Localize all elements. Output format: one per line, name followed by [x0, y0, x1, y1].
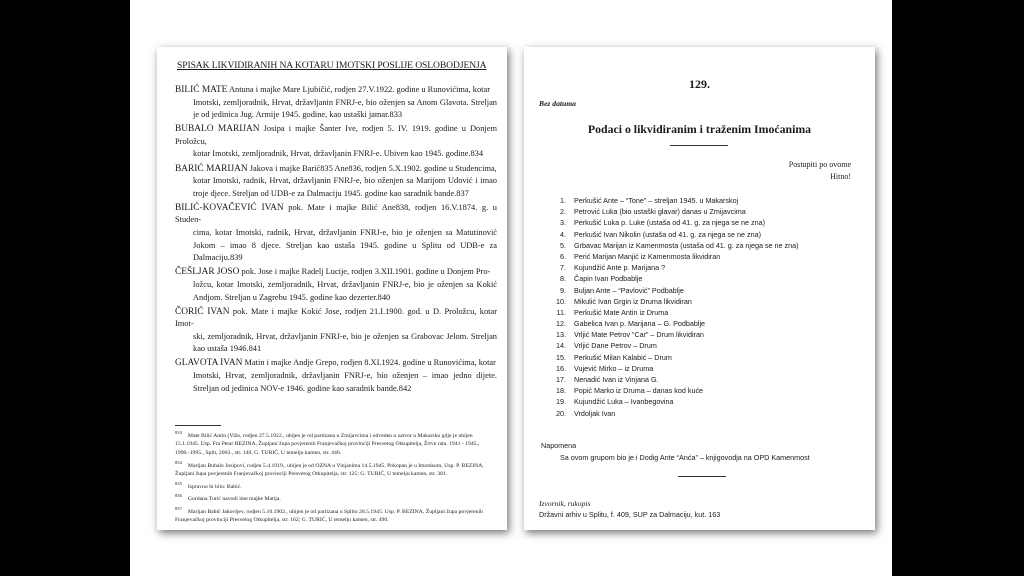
- list-item: [542, 229, 862, 240]
- list-item-number: 12.: [556, 319, 566, 329]
- entry-name: BILIĆ MATE: [175, 85, 228, 95]
- entry: [175, 202, 497, 265]
- left-document-page: [157, 47, 507, 530]
- list-item-number: 9.: [560, 285, 566, 295]
- list-item: [542, 352, 862, 363]
- list-item: [542, 206, 862, 217]
- entry-name: GLAVOTA IVAN: [175, 358, 243, 369]
- footnote: [175, 429, 497, 458]
- list-item: [542, 296, 862, 307]
- list-item-number: 8.: [560, 274, 566, 284]
- entry-text-continued: cima, kotar Imotski, radnik, Hrvat, državljanin FNRJ-e, bio je oženjen sa Matutinović Jokom – imao 8 djece. Streljan kao ustaša 1945. godine u Splitu od UDB-e za Dalmaciju.839: [193, 228, 497, 263]
- entry-name: ČORIĆ IVAN: [175, 306, 230, 317]
- list-item-number: 3.: [560, 218, 566, 228]
- list-item: [542, 262, 862, 273]
- footnote: [175, 505, 497, 525]
- list-item-text: Vrdoljak Ivan: [574, 408, 616, 418]
- entry-text-continued: ložcu, kotar Imotski, zemljoradnik, Hrvat, državljanin FNRJ-e, bio je oženjen sa Kokić Andjom. Streljan u Zagrebu 1945. godine kao dezerter.840: [193, 279, 497, 302]
- list-item: [542, 318, 862, 329]
- list-item: [542, 329, 862, 340]
- date-label: Bez datuma: [539, 99, 576, 108]
- list-item-text: Kujundžić Ante p. Marijana ?: [574, 263, 666, 273]
- entry-text: pok. Jose i majke Radelj Lucije, rodjen 3.XII.1901. godine u Donjem Pro-: [239, 267, 491, 277]
- entry-text-continued: Imotski, Hrvat, zemljoradnik, državljanin FNRJ-e, bio oženjen – imao jedno dijete. Streljan od jedinica NOV-e 1946. godine kao saradnik bande.842: [193, 371, 497, 393]
- list-item-text: Grbavac Marijan iz Kamenmosta (ustaša od 41. g. za njega se ne zna): [574, 240, 799, 250]
- list-item-text: Perkušić Ante – “Tone” – streljan 1945. u Makarskoj: [574, 196, 739, 205]
- list-title: SPISAK LIKVIDIRANIH NA KOTARU IMOTSKI POSLIJE OSLOBODJENJA: [177, 60, 487, 71]
- list-item-number: 7.: [560, 263, 566, 273]
- entry-text: Matin i majke Andje Grepo, rodjen 8.XI.1924. godine u Runovićima, kotar: [242, 358, 496, 368]
- list-item-text: Vrljić Dane Petrov – Drum: [574, 341, 657, 351]
- entry-text: Antuna i majke Mare Ljubičić, rodjen 27.V.1922. godine u Runovićima, kotar: [227, 85, 491, 94]
- document-title: Podaci o likvidiranim i traženim Imoćanima: [587, 122, 812, 136]
- entry-name: BILIĆ-KOVAČEVIĆ IVAN: [175, 202, 284, 213]
- entry-text-continued: Imotski, zemljoradnik, Hrvat, državljanin FNRJ-e, bio oženjen sa Anom Glavota. Streljan je od jedinica Jug. Armije 1945. godine, kao ustaški jamar.833: [193, 97, 497, 120]
- list-item: [542, 285, 862, 296]
- list-item-number: 10.: [556, 296, 566, 306]
- list-item-text: Perkušić Luka p. Luke (ustaša od 41. g. za njega se ne zna): [574, 218, 765, 228]
- entries-list: [175, 84, 497, 397]
- note-text: Sa ovom grupom bio je i Dodig Ante “Anća” – knjigovodja na OPD Kamenmost: [560, 453, 810, 462]
- list-item-text: Gabelica Ivan p. Marijana – G. Podbablje: [574, 319, 706, 329]
- list-item-text: Kujundžić Luka – Ivanbegovina: [574, 397, 674, 407]
- entry: [175, 84, 497, 122]
- list-item-text: Perkušić Mate Antin iz Druma: [574, 307, 669, 317]
- note-divider: [678, 476, 726, 477]
- footnote-text: Mate Bilić Antin (Vižo, rodjen 27.5.1922., ubijen je od partizana u Zmijavcima i odveden u zatvor u Makarsku gdje je ubijen 15.1.1945. Usp. Fra Petar BEZINA, Župljani župa povjerenih Franjevačkoj provinciji Presvetog Otkupitelja, Žrtve rata. 1941 - 1945., 1990.-1995., Split, 2003., str. 140, G. TURIĆ, U temelju kamen, str. 446.: [175, 432, 480, 457]
- list-item: [542, 408, 862, 419]
- list-item: [542, 251, 862, 262]
- list-item-number: 5.: [560, 240, 566, 250]
- list-item-text: Nenadić Ivan iz Vinjana G.: [574, 375, 659, 384]
- list-item-text: Perkušić Milan Kalabić – Drum: [574, 352, 672, 362]
- footnote-divider: [175, 425, 221, 426]
- entry-text-continued: ski, zemljoradnik, Hrvat, državljanin FNRJ-e, bio je oženjen sa Grabovac Jelom. Streljan kao ustaša 1946.841: [193, 331, 497, 354]
- entry-text: pok. Mate i majke Bilić Ane838, rodjen 16.V.1874. g. u Studen-: [175, 202, 497, 225]
- title-divider: [670, 145, 728, 146]
- list-item: [542, 374, 862, 385]
- entry: [175, 266, 497, 304]
- entry-name: BUBALO MARIJAN: [175, 124, 260, 135]
- entry-name: BARIĆ MARIJAN: [175, 163, 248, 174]
- list-item-text: Petrović Luka (bio ustaški glavar) danas u Zmijavcima: [574, 207, 746, 217]
- footnote-number: 835: [175, 480, 182, 486]
- list-item: [542, 396, 862, 407]
- list-item-text: Buljan Ante – “Pavlović” Podbablje: [574, 285, 684, 295]
- footnote-text: Marijan Babić Jakovljev, rodjen 5.10.1902., ubijen je od partizana u Splitu 28.5.1945. Usp. P. BEZINA, Župljani župa povjerenih Franjevačkoj provinciji Presvetog Otkupitelja, str. 162; G. TURIĆ, U temelju kamen, str. 490.: [175, 508, 483, 524]
- entry: [175, 163, 497, 201]
- list-item-text: Vujević Mirko – iz Druma: [574, 363, 654, 373]
- note-heading: Napomena: [541, 441, 577, 450]
- list-item-number: 13.: [556, 330, 566, 340]
- entry-name: ČEŠLJAR JOSO: [175, 267, 240, 278]
- footnote-number: 833: [175, 430, 182, 435]
- source-archive: Državni arhiv u Splitu, f. 409, SUP za Dalmaciju, kut. 163: [539, 510, 721, 519]
- instruction-note: [789, 159, 851, 183]
- urgent-line: Hitno!: [830, 172, 851, 181]
- list-item-number: 11.: [556, 307, 566, 317]
- footnote-text: Ispravno bi bilo: Babić.: [187, 483, 242, 490]
- list-item: [542, 273, 862, 284]
- footnote-text: Marijan Bubalo Josipovi, rodjen 5.4.1919., ubijen je od OZNA u Vinjanima 14.5.1945. Pokopan je u Imotskom, Usp. P. BEZINA, Župljani župa povjerenih Franjevačkoj provinciji Presvetog Otkupitelja, str. 125; G. TURIĆ, U temelju kamen, str. 381.: [175, 462, 484, 478]
- footnote: [175, 480, 497, 491]
- list-item-text: Vrljić Mate Petrov “Car” – Drum likvidiran: [574, 330, 704, 340]
- footnote-text: Gordana Turić navodi ime majke Matija.: [187, 496, 281, 503]
- entry-text-continued: kotar Imotski, radnik, Hrvat, državljanin FNRJ-e, bio oženjen sa Marijom Udović i imao troje djece. Streljan od UDB-e za Dalmaciju 1945. godine kao saradnik bande.837: [193, 176, 497, 198]
- list-item-number: 2.: [560, 207, 566, 217]
- entry: [175, 306, 497, 356]
- footnotes: [175, 429, 497, 526]
- list-item: [542, 217, 862, 228]
- list-item-number: 15.: [556, 352, 566, 362]
- list-item: [542, 240, 862, 251]
- footnote-number: 834: [175, 459, 182, 465]
- list-item-text: Perkušić Ivan Nikolin (ustaša od 41. g. za njega se ne zna): [574, 229, 761, 239]
- list-item-text: Perić Marijan Manjić iz Kamenmosta likvidiran: [574, 251, 721, 261]
- entry: [175, 357, 497, 395]
- list-item-number: 1.: [560, 196, 566, 205]
- entry-text-continued: kotar Imotski, zemljoradnik, Hrvat, državljanin FNRJ-e. Ubiven kao 1945. godine.834: [193, 149, 484, 159]
- list-item-number: 20.: [556, 408, 566, 418]
- list-item-number: 16.: [556, 363, 566, 373]
- list-item: [542, 340, 862, 351]
- list-item: [542, 363, 862, 374]
- list-item-number: 17.: [556, 375, 566, 384]
- list-item-text: Popić Marko iz Druma – danas kod kuće: [574, 386, 704, 396]
- footnote: [175, 492, 497, 503]
- entry: [175, 123, 497, 161]
- footnote-number: 836: [175, 493, 182, 499]
- right-document-page: [524, 47, 875, 530]
- list-item: [542, 195, 862, 206]
- entry-text: Jakova i majke Barić835 Ane836, rodjen 5.X.1902. godine u Studencima,: [247, 163, 497, 173]
- entry-text: pok. Mate i majke Kokić Jose, rodjen 21.I.1900. god. u D. Proložcu, kotar Imot-: [175, 306, 497, 329]
- list-item-text: Mikulić Ivan Grgin iz Druma likvidiran: [574, 296, 692, 306]
- document-number: 129.: [689, 77, 710, 91]
- list-item-number: 18.: [556, 386, 566, 396]
- footnote-number: 837: [175, 505, 182, 511]
- source-type: Izvornik, rukopis: [539, 499, 591, 508]
- list-item-text: Čapin Ivan Podbablje: [574, 274, 643, 284]
- list-item-number: 6.: [560, 251, 566, 261]
- entry-text: Josipa i majke Šanter Ive, rodjen 5. IV. 1919. godine u Donjem Proložcu,: [175, 124, 497, 146]
- list-item-number: 4.: [560, 229, 566, 239]
- footnote: [175, 459, 497, 479]
- list-item: [542, 307, 862, 318]
- list-item-number: 14.: [556, 341, 566, 351]
- list-item: [542, 385, 862, 396]
- persons-list: [542, 195, 862, 419]
- list-item-number: 19.: [556, 397, 566, 407]
- instruction-line: Postupiti po ovome: [788, 160, 851, 169]
